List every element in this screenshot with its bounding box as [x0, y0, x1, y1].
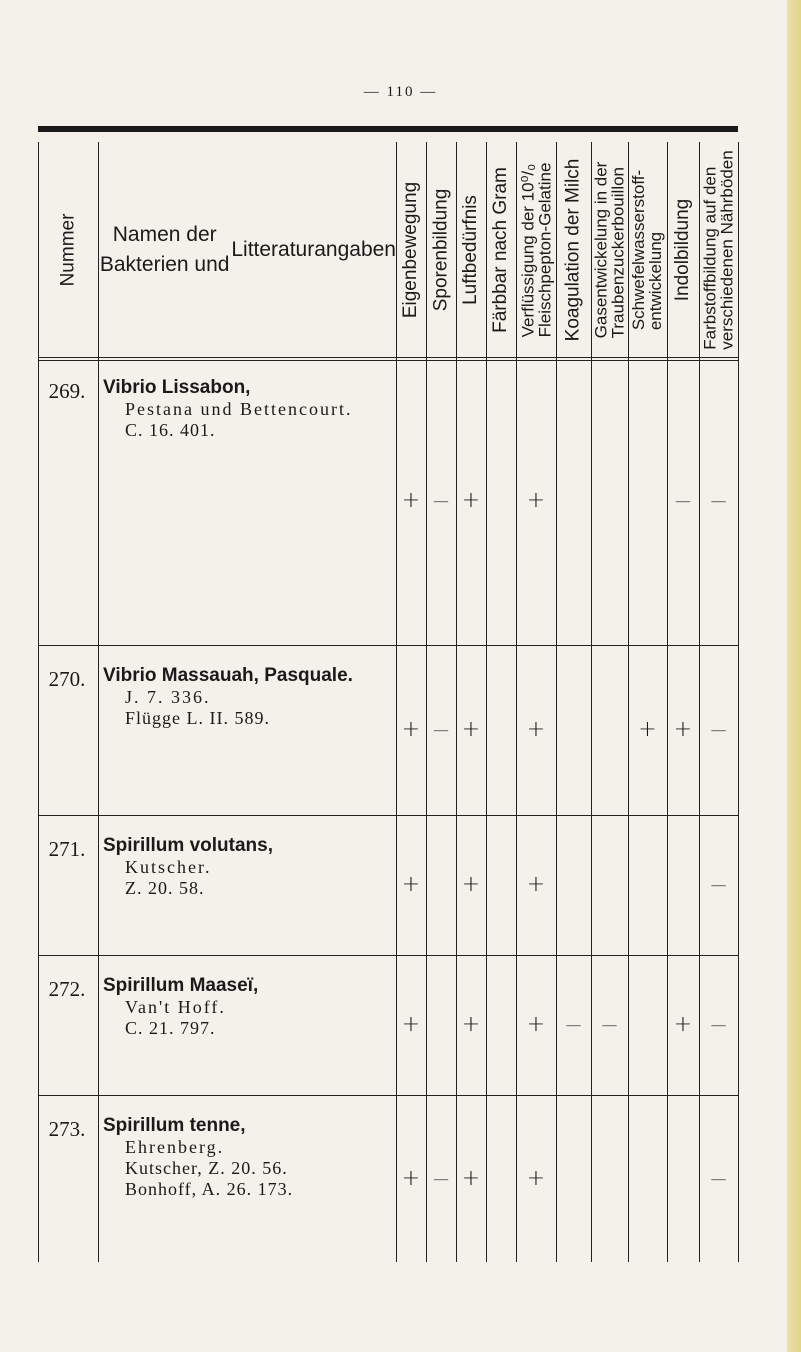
- header-text: Koagulation der Milch: [562, 158, 584, 341]
- header-text: Sporenbildung: [430, 188, 452, 311]
- header-line: Litteraturangaben: [231, 237, 396, 261]
- bacterium-entry: [103, 377, 395, 441]
- header-line: entwickelung: [646, 231, 666, 330]
- column-rule: [738, 142, 739, 1262]
- column-header-eigen: [396, 142, 426, 357]
- header-line: Farbstoffbildung auf den: [700, 166, 720, 350]
- column-header-schwefel: [628, 142, 667, 357]
- result-mark-eigen: +: [401, 872, 421, 897]
- result-mark-gas: —: [601, 1015, 618, 1034]
- header-line: Gasentwickelung in der: [591, 161, 611, 338]
- result-mark-sporen: —: [433, 491, 449, 510]
- literature-reference: C. 16. 401.: [125, 420, 216, 440]
- page-number: — 110 —: [363, 84, 438, 100]
- column-header-namen: [98, 142, 396, 357]
- header-line: Schwefelwasserstoff-: [629, 169, 649, 330]
- literature-reference: Z. 20. 58.: [125, 878, 205, 898]
- bacterium-name: Spirillum Maaseï,: [103, 975, 259, 996]
- header-text: [702, 150, 736, 349]
- result-mark-luft: +: [461, 1012, 481, 1037]
- header-text: [631, 169, 665, 329]
- header-line: Verflüssigung der 10⁰/₀: [518, 163, 538, 337]
- row-number: 273.: [48, 1117, 86, 1141]
- row-number: 271.: [48, 837, 86, 861]
- column-header-farbstoff: [699, 142, 738, 357]
- result-mark-koag: —: [565, 1015, 582, 1034]
- result-mark-luft: +: [461, 488, 481, 513]
- literature-reference: Van't Hoff.: [125, 997, 226, 1017]
- result-mark-indol: —: [675, 491, 691, 510]
- column-header-luft: [456, 142, 486, 357]
- column-header-sporen: [426, 142, 456, 357]
- literature-reference: Pestana und Bettencourt.: [125, 399, 353, 419]
- result-mark-verfl: +: [526, 717, 546, 742]
- literature-reference: Kutscher.: [125, 857, 212, 877]
- literature-reference: J. 7. 336.: [125, 687, 211, 707]
- page-edge: [787, 0, 801, 1352]
- column-header-koag: [556, 142, 591, 357]
- result-mark-eigen: +: [401, 1012, 421, 1037]
- literature-reference: Kutscher, Z. 20. 56.: [125, 1158, 288, 1178]
- header-text: Färbbar nach Gram: [490, 166, 512, 333]
- result-mark-farbstoff: —: [710, 491, 727, 510]
- result-mark-indol: +: [673, 1012, 693, 1037]
- result-mark-indol: +: [673, 717, 693, 742]
- result-mark-verfl: +: [526, 1012, 546, 1037]
- result-mark-farbstoff: —: [710, 875, 727, 894]
- result-mark-eigen: +: [401, 717, 421, 742]
- column-header-faerb: [486, 142, 516, 357]
- bacterium-name: Vibrio Massauah, Pasquale.: [103, 665, 353, 686]
- result-mark-eigen: +: [401, 1165, 421, 1191]
- result-mark-farbstoff: —: [710, 1168, 727, 1188]
- header-text: Luftbedürfnis: [460, 194, 482, 305]
- bacterium-entry: [103, 975, 395, 1039]
- literature-reference: Ehrenberg.: [125, 1137, 225, 1157]
- header-text: Indolbildung: [672, 198, 694, 301]
- literature-reference: C. 21. 797.: [125, 1018, 216, 1038]
- top-rule: [38, 126, 738, 132]
- result-mark-luft: +: [461, 872, 481, 897]
- header-line: Traubenzuckerbouillon: [608, 166, 628, 338]
- result-mark-luft: +: [461, 717, 481, 742]
- literature-reference: Bonhoff, A. 26. 173.: [125, 1179, 294, 1199]
- bacterium-name: Spirillum tenne,: [103, 1115, 246, 1136]
- result-mark-luft: +: [461, 1165, 481, 1191]
- result-mark-eigen: +: [401, 488, 421, 513]
- result-mark-sporen: —: [433, 1168, 449, 1188]
- row-rule: [38, 645, 738, 646]
- header-text: [593, 161, 627, 338]
- header-line: verschiedenen Nährböden: [717, 149, 737, 350]
- column-header-indol: [667, 142, 699, 357]
- row-number: 272.: [48, 977, 86, 1001]
- row-rule: [38, 955, 738, 956]
- column-header-verfl: [516, 142, 556, 357]
- row-number: 269.: [48, 379, 86, 403]
- column-header-gas: [591, 142, 628, 357]
- header-text: [519, 162, 553, 337]
- result-mark-farbstoff: —: [710, 720, 727, 739]
- result-mark-verfl: +: [526, 1165, 546, 1191]
- header-line: Fleischpepton-Gelatine: [535, 162, 555, 337]
- row-rule: [38, 1095, 738, 1096]
- result-mark-schwefel: +: [638, 717, 657, 742]
- result-mark-farbstoff: —: [710, 1015, 727, 1034]
- literature-reference: Flügge L. II. 589.: [125, 708, 270, 728]
- result-mark-verfl: +: [526, 488, 546, 513]
- row-number: 270.: [48, 667, 86, 691]
- header-text: Nummer: [57, 213, 78, 286]
- column-header-nummer: [38, 142, 98, 357]
- header-rule: [38, 357, 738, 361]
- result-mark-sporen: —: [433, 720, 449, 739]
- bacterium-name: Spirillum volutans,: [103, 835, 273, 856]
- header-line: Namen der Bakterien und: [99, 222, 230, 276]
- row-rule: [38, 815, 738, 816]
- bacterium-name: Vibrio Lissabon,: [103, 377, 251, 398]
- result-mark-verfl: +: [526, 872, 546, 897]
- bacterium-entry: [103, 835, 395, 899]
- header-text: Eigenbewegung: [400, 181, 422, 318]
- bacterium-entry: [103, 665, 395, 729]
- bacterium-entry: [103, 1115, 395, 1200]
